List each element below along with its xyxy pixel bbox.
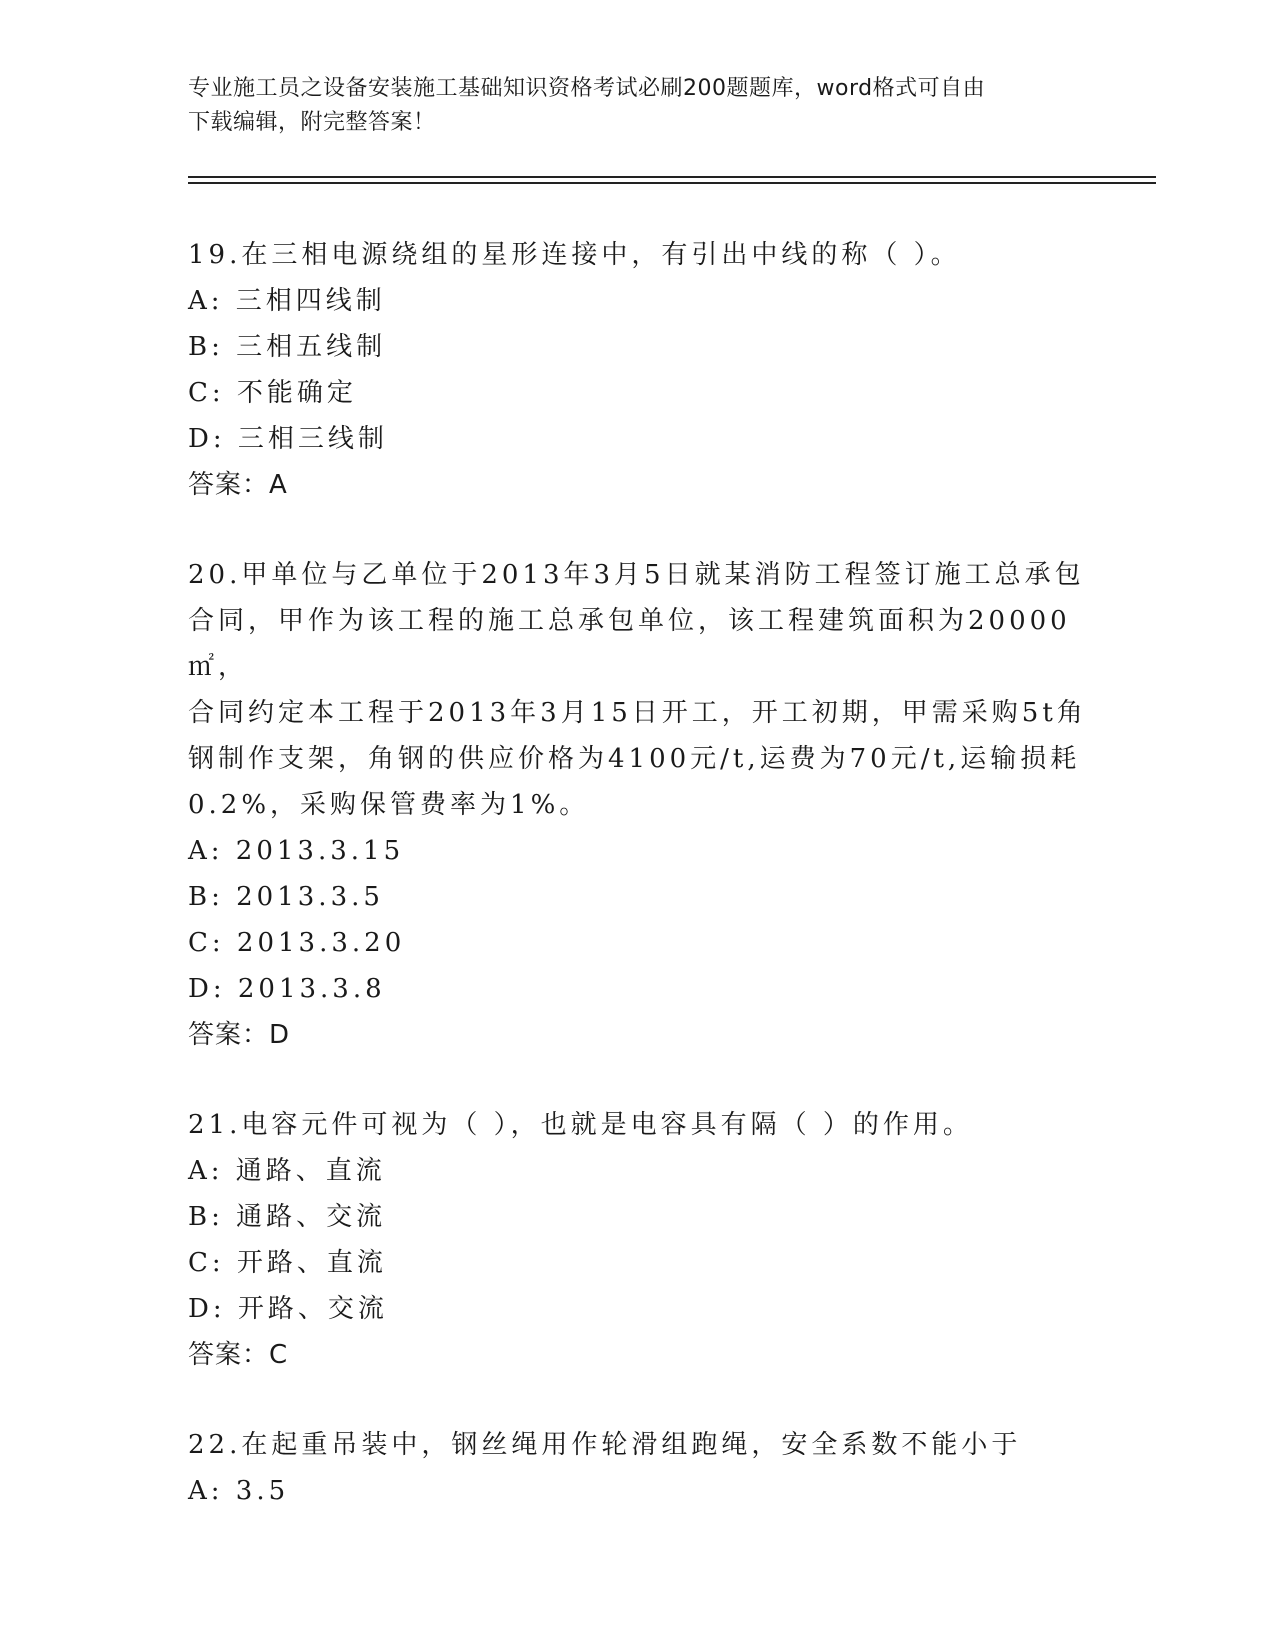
answer-line: 答案：C bbox=[188, 1340, 289, 1370]
option-a: A: 通路、直流 bbox=[188, 1156, 386, 1186]
option-d: D: 2013.3.8 bbox=[188, 974, 386, 1004]
question-stem-line: 合同，甲作为该工程的施工总承包单位，该工程建筑面积为20000㎡， bbox=[188, 606, 1071, 682]
option-c: C: 2013.3.20 bbox=[188, 928, 406, 958]
header-line-2: 下载编辑，附完整答案！ bbox=[188, 110, 436, 135]
header-divider-top bbox=[188, 176, 1156, 178]
option-b: B: 通路、交流 bbox=[188, 1202, 387, 1232]
question-stem-line: 0.2%，采购保管费率为1%。 bbox=[188, 790, 590, 820]
option-a: A: 2013.3.15 bbox=[188, 836, 405, 866]
question-stem: 21.电容元件可视为（ ），也就是电容具有隔（ ）的作用。 bbox=[188, 1110, 973, 1140]
question-stem-line: 钢制作支架，角钢的供应价格为4100元/t,运费为70元/t,运输损耗 bbox=[188, 744, 1081, 774]
option-a: A: 三相四线制 bbox=[188, 286, 386, 316]
option-d: D: 开路、交流 bbox=[188, 1294, 388, 1324]
option-a: A: 3.5 bbox=[188, 1476, 290, 1506]
option-b: B: 三相五线制 bbox=[188, 332, 387, 362]
header-divider-bottom bbox=[188, 182, 1156, 184]
answer-line: 答案：A bbox=[188, 470, 288, 500]
question-stem: 22.在起重吊装中，钢丝绳用作轮滑组跑绳，安全系数不能小于 bbox=[188, 1430, 1022, 1460]
option-c: C: 不能确定 bbox=[188, 378, 357, 408]
header-line-1: 专业施工员之设备安装施工基础知识资格考试必刷200题题库，word格式可自由 bbox=[188, 76, 986, 101]
question-list bbox=[188, 232, 1088, 1514]
question-21 bbox=[188, 1102, 1088, 1378]
answer-line: 答案：D bbox=[188, 1020, 291, 1050]
option-d: D: 三相三线制 bbox=[188, 424, 388, 454]
question-22 bbox=[188, 1422, 1088, 1514]
option-b: B: 2013.3.5 bbox=[188, 882, 384, 912]
question-20 bbox=[188, 552, 1088, 1058]
option-c: C: 开路、直流 bbox=[188, 1248, 387, 1278]
document-header bbox=[188, 72, 1068, 140]
question-stem-line: 合同约定本工程于2013年3月15日开工，开工初期，甲需采购5t角 bbox=[188, 698, 1087, 728]
question-19 bbox=[188, 232, 1088, 508]
question-stem-line: 20.甲单位与乙单位于2013年3月5日就某消防工程签订施工总承包 bbox=[188, 560, 1085, 590]
question-stem: 19.在三相电源绕组的星形连接中，有引出中线的称（ ）。 bbox=[188, 240, 961, 270]
